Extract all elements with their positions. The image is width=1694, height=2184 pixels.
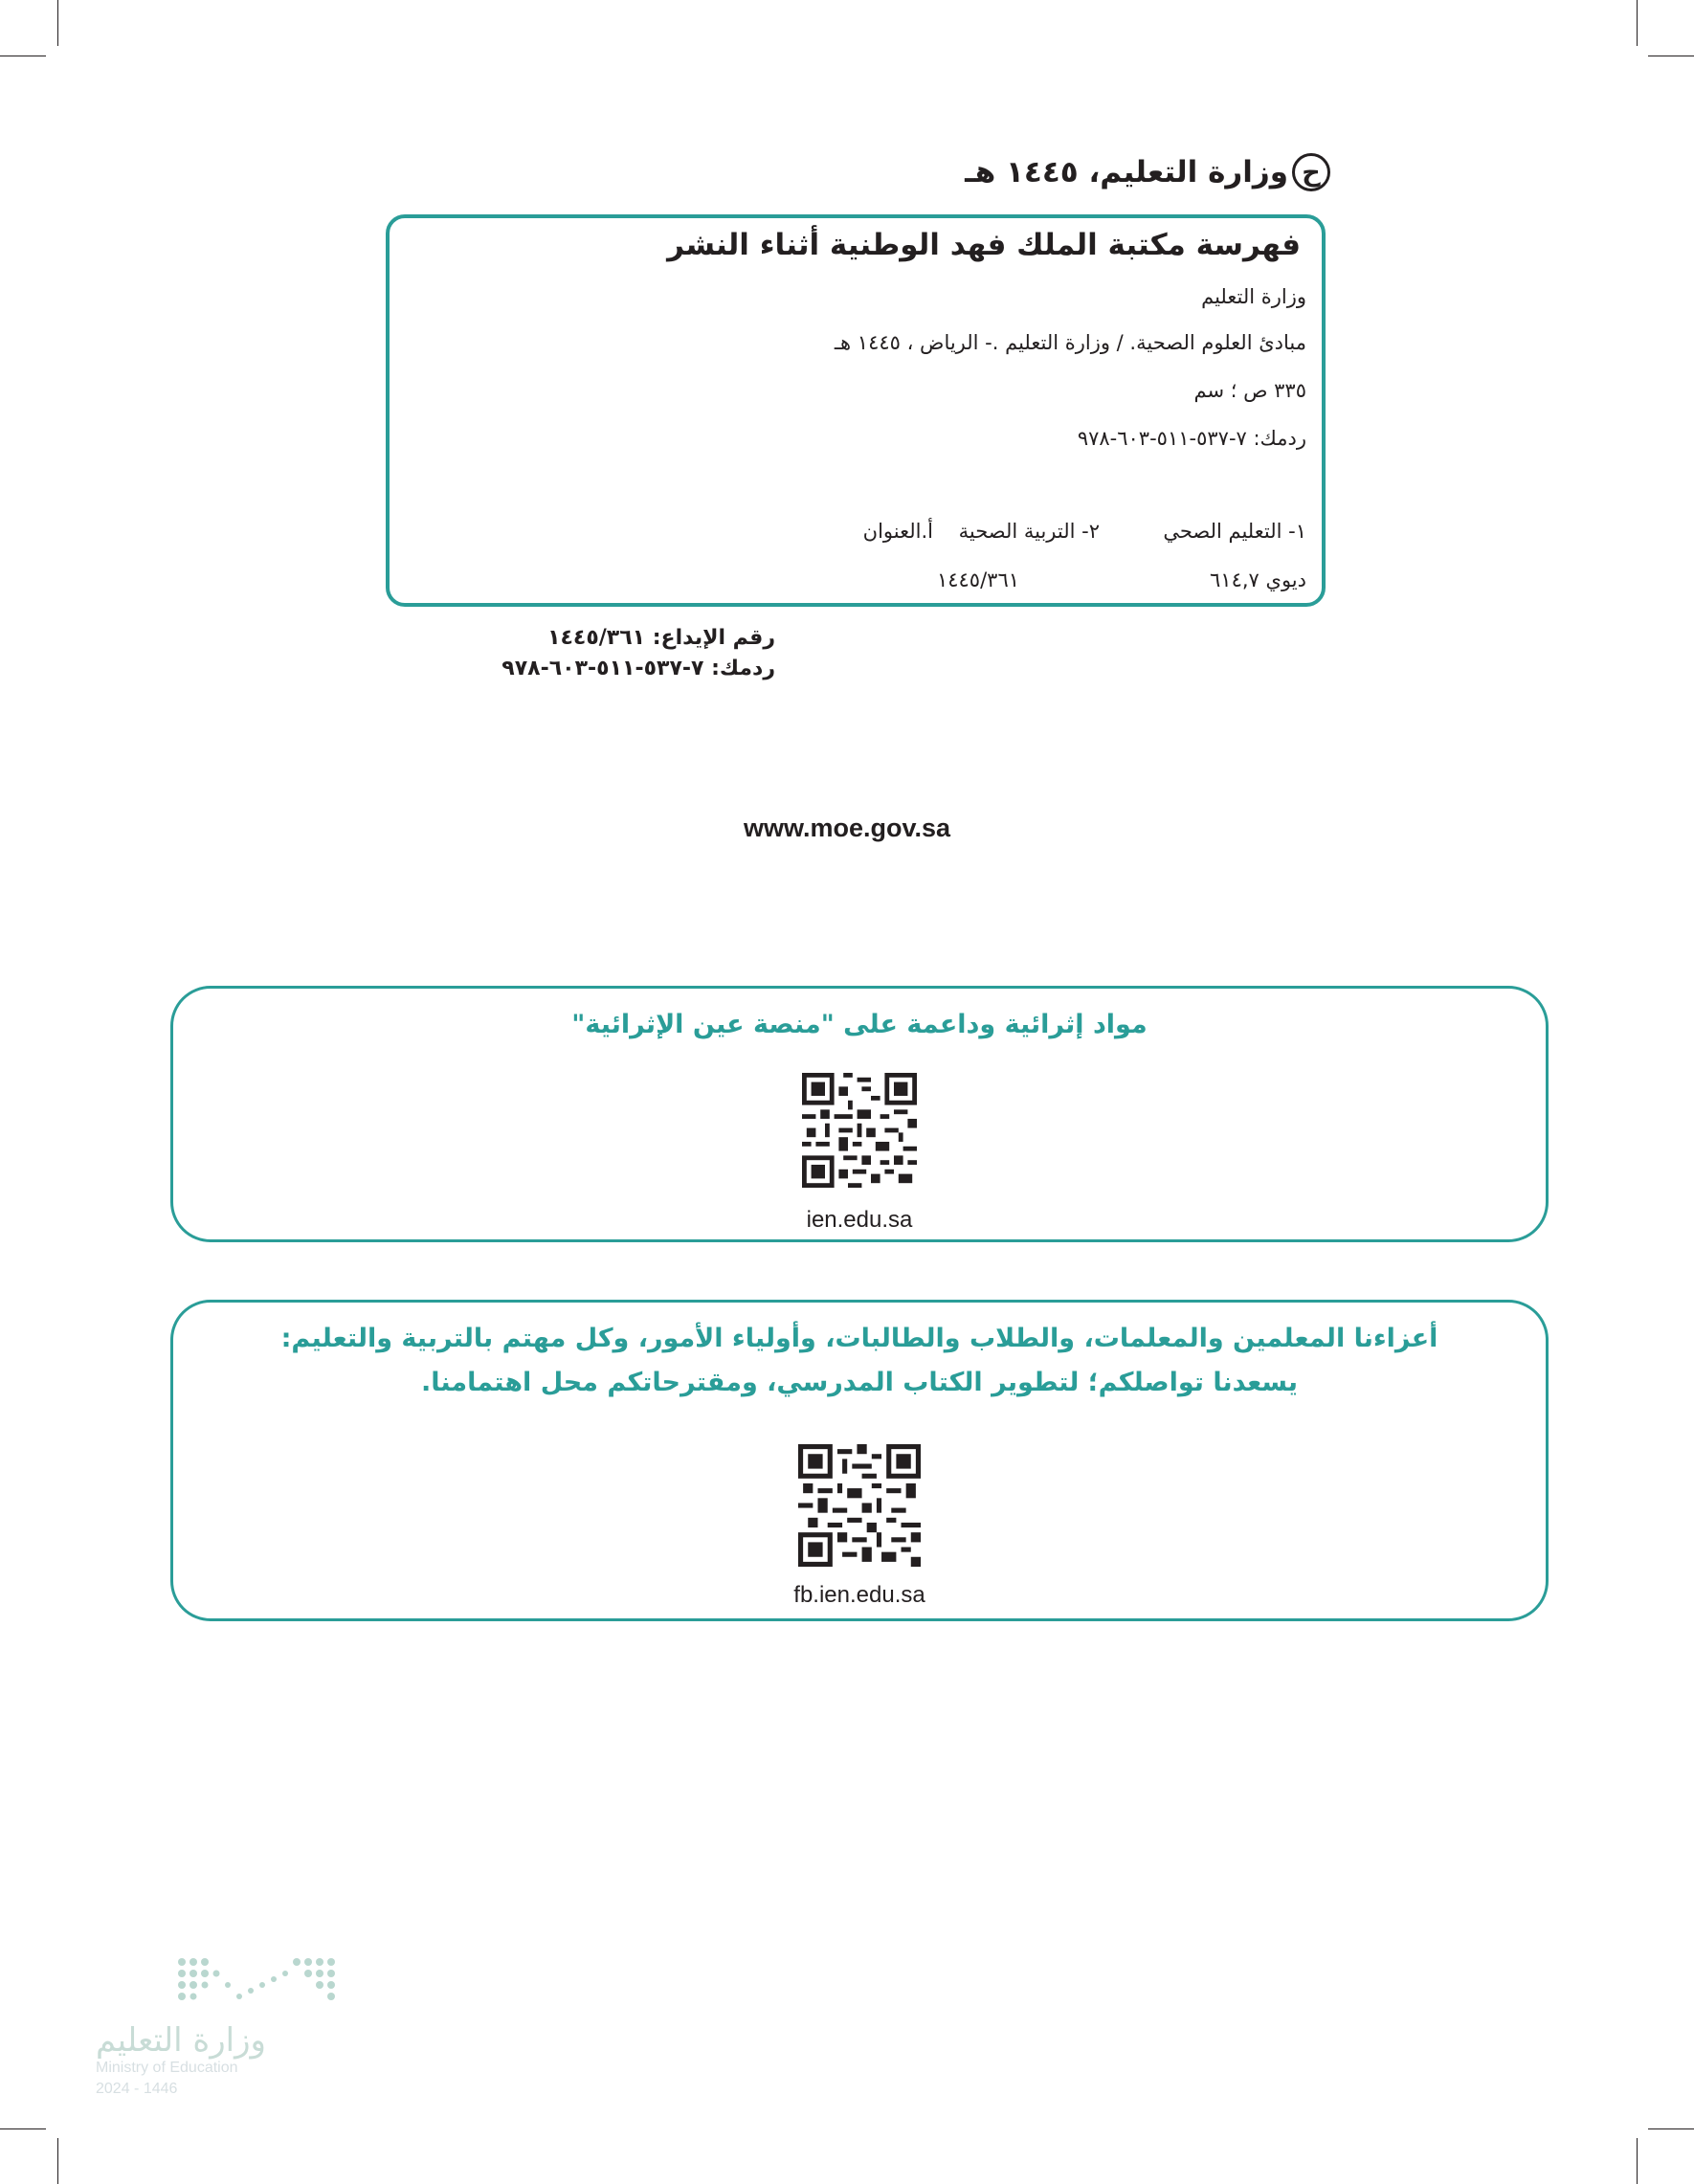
- logo-dots-icon: [96, 1952, 345, 2016]
- catalog-author: وزارة التعليم: [1201, 285, 1306, 308]
- feedback-line-1: أعزاءنا المعلمين والمعلمات، والطلاب والطالبات، وأولياء الأمور، وكل مهتم بالتربية والتعليم:: [280, 1324, 1438, 1353]
- logo-english-name: Ministry of Education: [96, 2060, 238, 2076]
- logo-year: 2024 - 1446: [96, 2081, 178, 2097]
- qr-code-icon[interactable]: [798, 1444, 921, 1567]
- qr-code-icon[interactable]: [802, 1073, 917, 1188]
- ministry-logo: [96, 1952, 345, 2115]
- catalog-dewey: ديوي ٦١٤,٧: [1210, 568, 1306, 591]
- crop-mark: [1637, 2138, 1638, 2184]
- catalog-title: فهرسة مكتبة الملك فهد الوطنية أثناء النشر: [667, 228, 1301, 262]
- catalog-isbn: ردمك: ٧-٥٣٧-٥١١-٦٠٣-٩٧٨: [1077, 427, 1306, 450]
- crop-mark: [1648, 2128, 1694, 2129]
- feedback-box: [170, 1300, 1549, 1621]
- deposit-isbn: ردمك: ٧-٥٣٧-٥١١-٦٠٣-٩٧٨: [502, 657, 775, 680]
- crop-mark: [1637, 0, 1638, 46]
- enrichment-heading: مواد إثرائية وداعمة على "منصة عين الإثرائية": [571, 1010, 1148, 1039]
- copyright-text: وزارة التعليم، ١٤٤٥ هـ: [965, 155, 1288, 189]
- deposit-number: رقم الإيداع: ١٤٤٥/٣٦١: [547, 626, 775, 650]
- catalog-card: [386, 214, 1326, 607]
- crop-mark: [57, 0, 58, 46]
- enrichment-qr-url[interactable]: ien.edu.sa: [806, 1207, 913, 1233]
- catalog-subject-1: ١- التعليم الصحي: [1163, 520, 1306, 543]
- catalog-subject-3: أ.العنوان: [862, 520, 933, 543]
- crop-mark: [0, 2128, 46, 2129]
- copyright-symbol: ح: [1292, 153, 1330, 191]
- feedback-line-2: يسعدنا تواصلكم؛ لتطوير الكتاب المدرسي، ومقترحاتكم محل اهتمامنا.: [420, 1368, 1299, 1397]
- catalog-publication: مبادئ العلوم الصحية. / وزارة التعليم .- الرياض ، ١٤٤٥ هـ: [834, 331, 1306, 354]
- website-link[interactable]: www.moe.gov.sa: [743, 813, 951, 842]
- catalog-subject-2: ٢- التربية الصحية: [958, 520, 1100, 543]
- catalog-deposit-number: ١٤٤٥/٣٦١: [936, 568, 1019, 591]
- catalog-pages: ٣٣٥ ص ؛ سم: [1193, 379, 1306, 402]
- enrichment-box: [170, 986, 1549, 1242]
- copyright-line: [965, 153, 1330, 191]
- crop-mark: [57, 2138, 58, 2184]
- logo-arabic-name: وزارة التعليم: [96, 2021, 266, 2060]
- feedback-qr-url[interactable]: fb.ien.edu.sa: [793, 1582, 925, 1608]
